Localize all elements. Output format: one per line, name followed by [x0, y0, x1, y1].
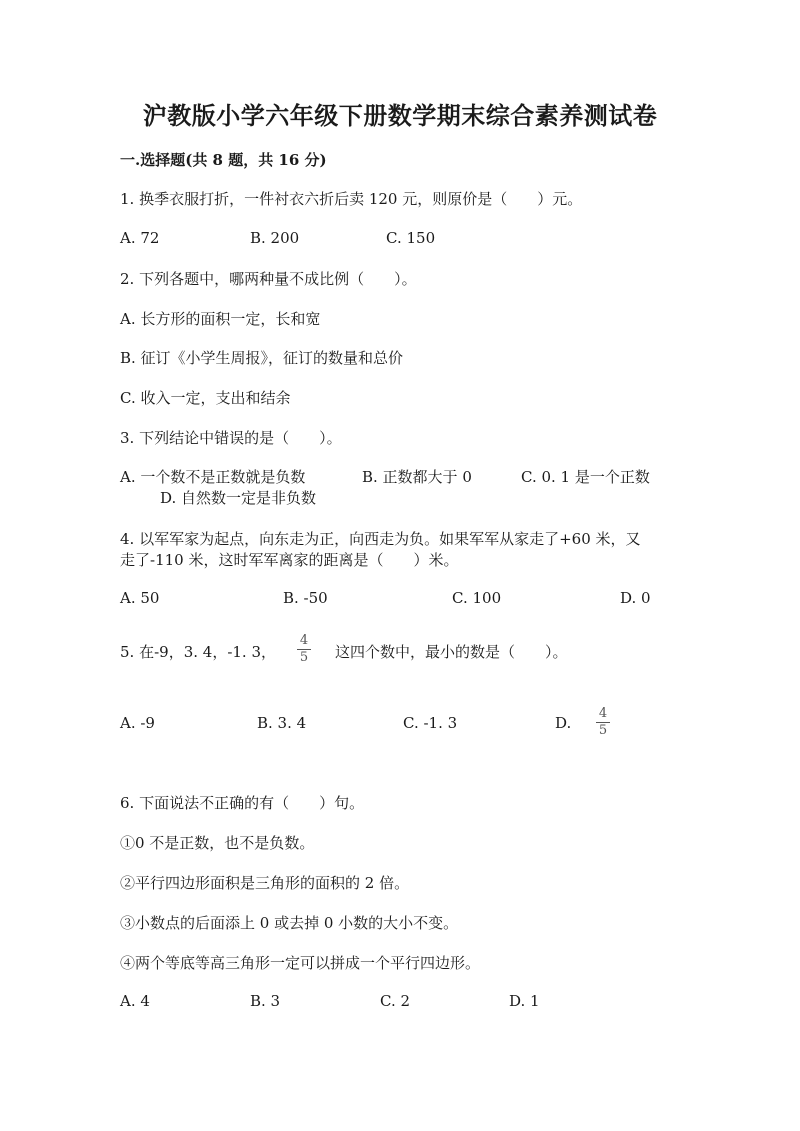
- question-1-option-b: B. 200: [250, 229, 300, 247]
- question-5-option-c: C. -1. 3: [403, 714, 458, 732]
- question-6-statement-2: ②平行四边形面积是三角形的面积的 2 倍。: [120, 874, 410, 892]
- question-6-option-c: C. 2: [380, 992, 411, 1010]
- fraction-denominator: 5: [299, 650, 309, 665]
- question-5-stem-prefix: 5. 在-9，3. 4，-1. 3，: [120, 643, 277, 661]
- question-3-option-a: A. 一个数不是正数就是负数: [120, 468, 306, 486]
- question-6-option-d: D. 1: [509, 992, 540, 1010]
- question-4-option-a: A. 50: [120, 589, 160, 607]
- question-5-stem-fraction: [297, 634, 311, 665]
- question-5-option-d-fraction: [596, 707, 610, 738]
- question-1-option-c: C. 150: [386, 229, 436, 247]
- document-title: 沪教版小学六年级下册数学期末综合素养测试卷: [142, 101, 658, 130]
- question-5-option-a: A. -9: [120, 714, 155, 732]
- question-5-option-d: D.: [555, 714, 572, 732]
- question-2-option-b: B. 征订《小学生周报》，征订的数量和总价: [120, 349, 404, 367]
- question-3-stem: 3. 下列结论中错误的是（ ）。: [120, 429, 342, 447]
- question-3-option-b: B. 正数都大于 0: [362, 468, 472, 486]
- question-6-statement-1: ①0 不是正数，也不是负数。: [120, 834, 315, 852]
- question-2-option-a: A. 长方形的面积一定，长和宽: [120, 310, 321, 328]
- question-4-option-d: D. 0: [620, 589, 651, 607]
- question-6-statement-3: ③小数点的后面添上 0 或去掉 0 小数的大小不变。: [120, 914, 459, 932]
- question-5-option-b: B. 3. 4: [257, 714, 307, 732]
- section-heading: 一.选择题(共 8 题，共 16 分): [120, 151, 327, 169]
- question-4-stem-line-1: 4. 以军军家为起点，向东走为正，向西走为负。如果军军从家走了+60 米，又: [120, 530, 641, 548]
- question-3-option-d: D. 自然数一定是非负数: [160, 489, 317, 507]
- fraction-denominator: 5: [598, 723, 608, 738]
- question-6-statement-4: ④两个等底等高三角形一定可以拼成一个平行四边形。: [120, 954, 481, 972]
- question-6-stem: 6. 下面说法不正确的有（ ）句。: [120, 794, 365, 812]
- question-4-option-b: B. -50: [283, 589, 328, 607]
- question-1-stem: 1. 换季衣服打折，一件衬衣六折后卖 120 元，则原价是（ ）元。: [120, 190, 583, 208]
- question-4-option-c: C. 100: [452, 589, 502, 607]
- question-5-stem-suffix: 这四个数中，最小的数是（ ）。: [335, 643, 568, 661]
- fraction-numerator: 4: [598, 706, 608, 721]
- question-2-option-c: C. 收入一定，支出和结余: [120, 389, 291, 407]
- question-4-stem-line-2: 走了-110 米，这时军军离家的距离是（ ）米。: [120, 551, 459, 569]
- question-3-option-c: C. 0. 1 是一个正数: [521, 468, 650, 486]
- question-1-option-a: A. 72: [120, 229, 160, 247]
- question-6-option-b: B. 3: [250, 992, 281, 1010]
- question-2-stem: 2. 下列各题中，哪两种量不成比例（ ）。: [120, 270, 417, 288]
- question-6-option-a: A. 4: [120, 992, 150, 1010]
- fraction-numerator: 4: [299, 633, 309, 648]
